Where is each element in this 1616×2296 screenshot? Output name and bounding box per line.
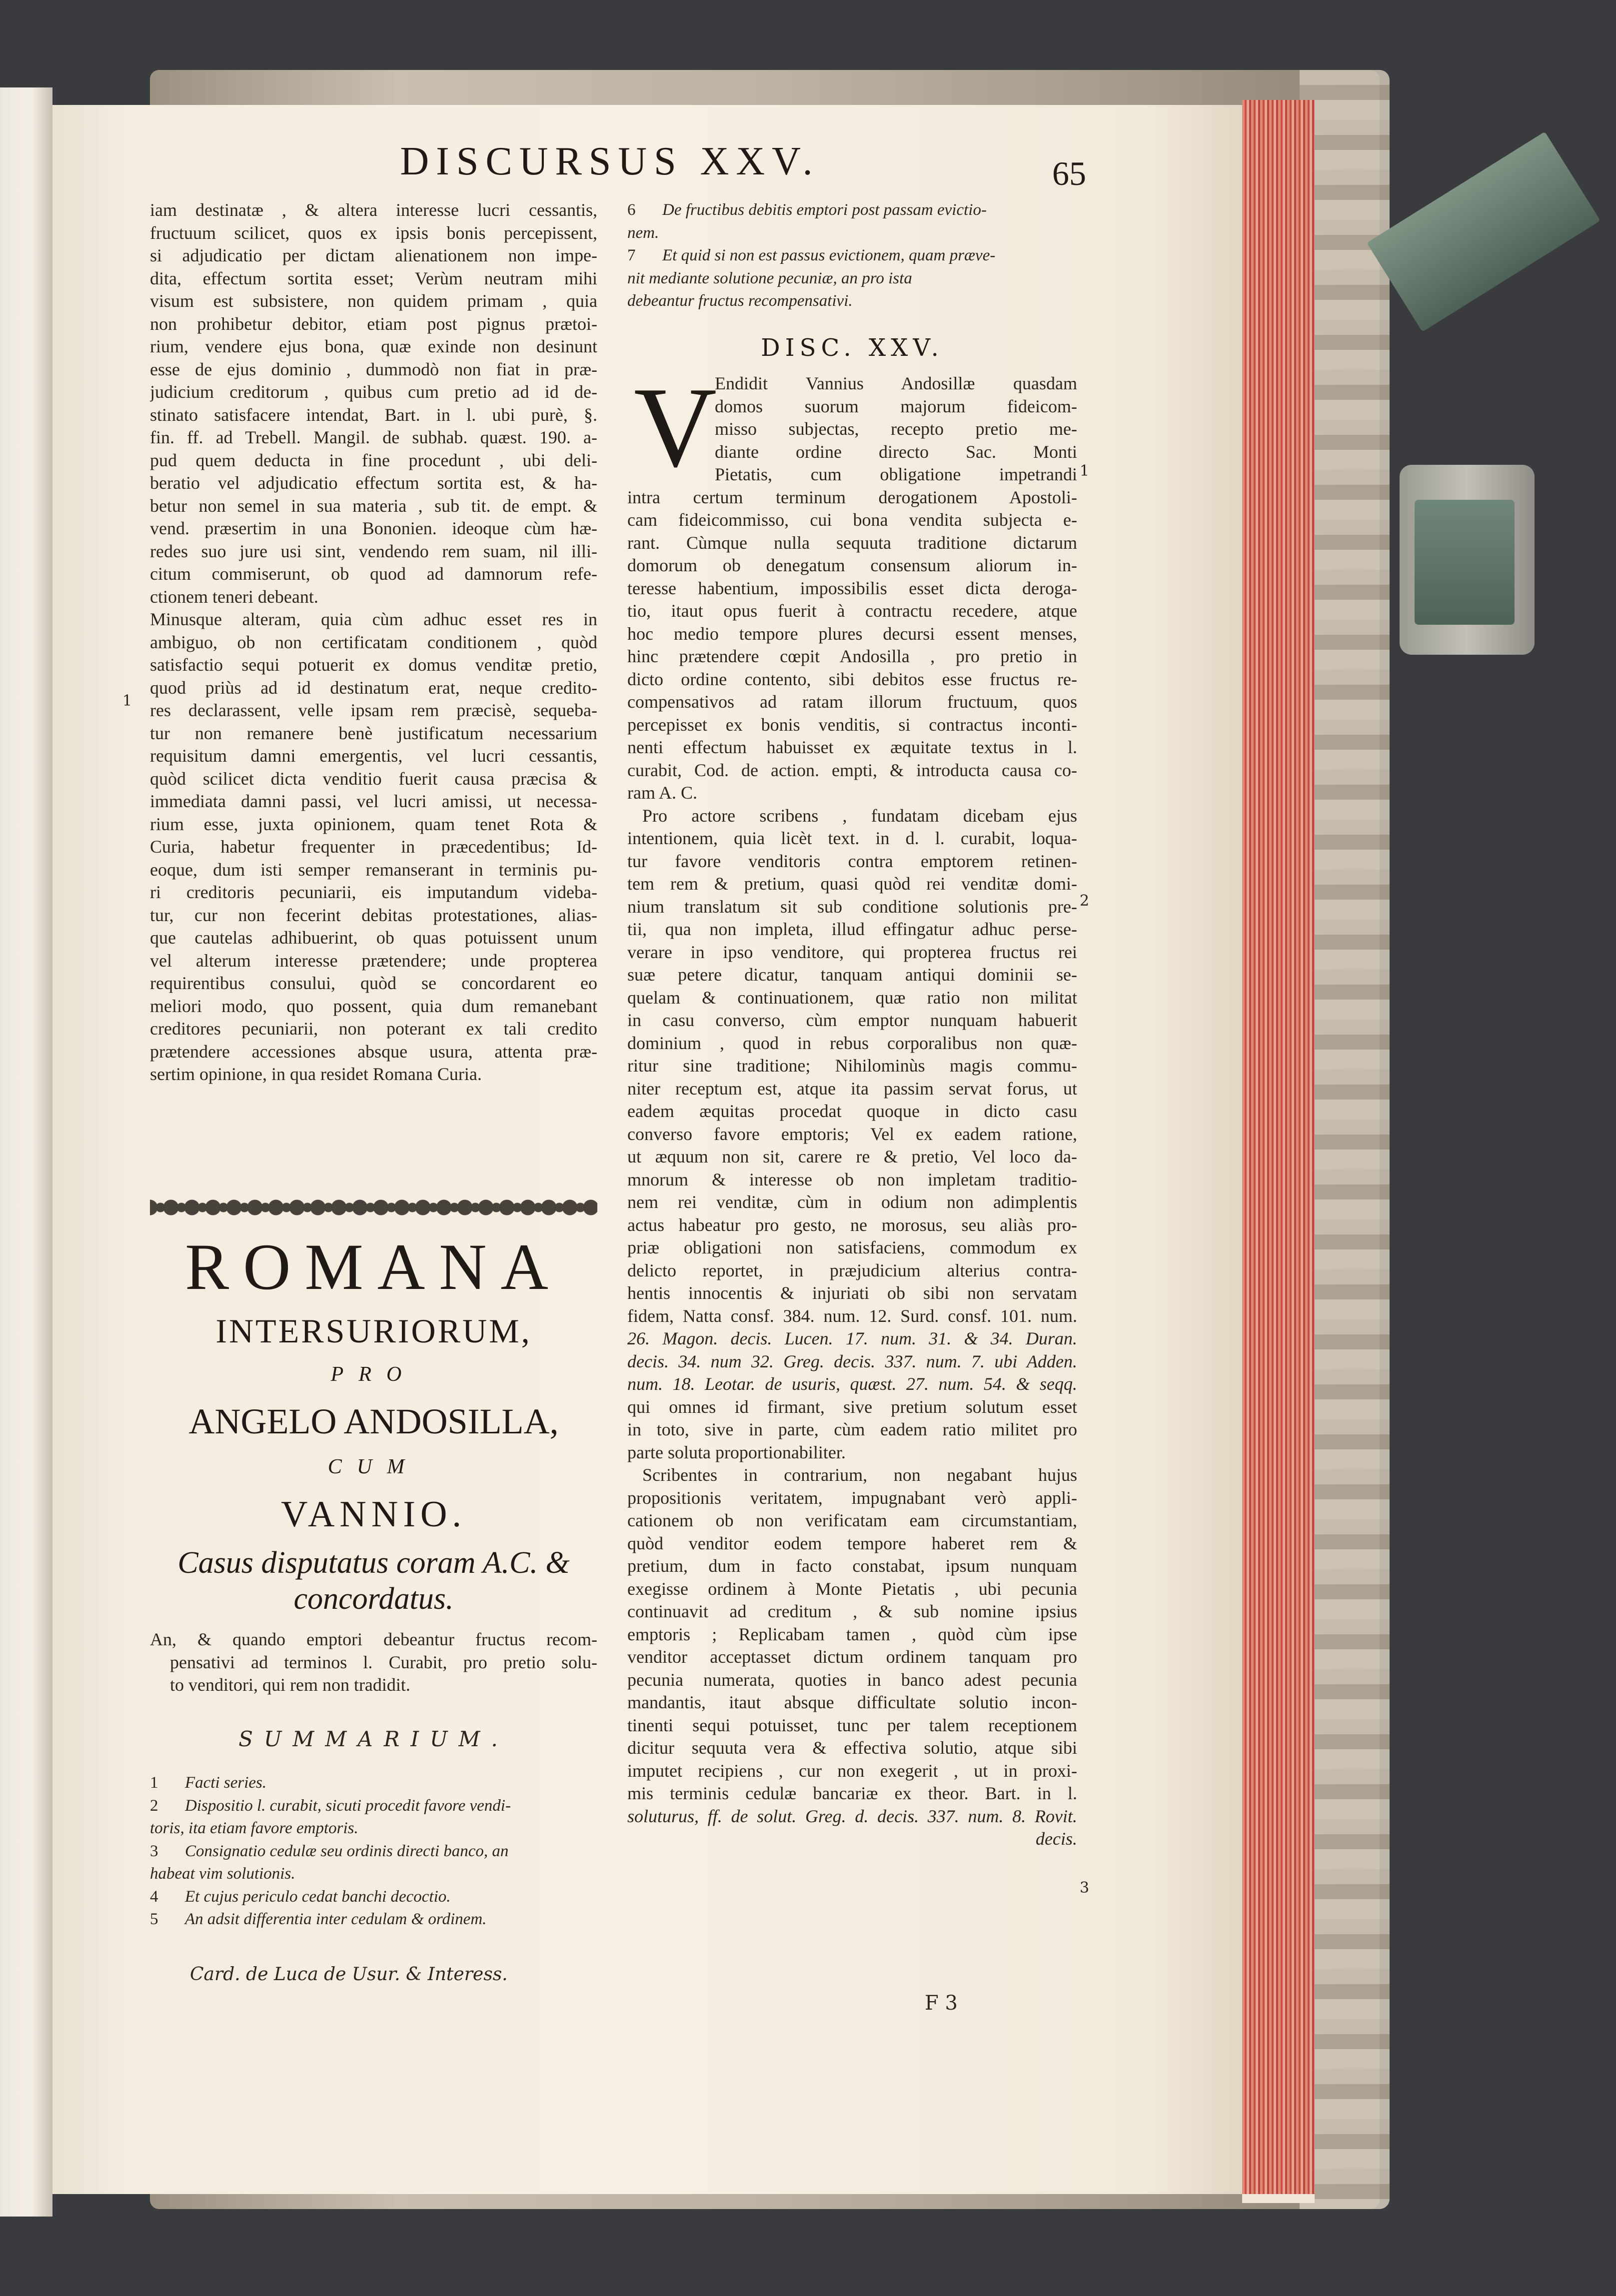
summary-text: Et cujus periculo cedat banchi decoctio. bbox=[185, 1887, 451, 1906]
case-title-intersuriorum: INTERSURIORUM, bbox=[215, 1312, 532, 1350]
text-line: actus habeatur pro gesto, ne morosus, seu aliàs pro- bbox=[627, 1214, 1077, 1235]
text-line: res declarassent, velle ipsam rem præcisè, sequeba- bbox=[150, 700, 597, 720]
text-line: mandantis, itaut absque difficultate solutio incon- bbox=[627, 1692, 1077, 1712]
case-title-angelo: ANGELO ANDOSILLA, bbox=[188, 1401, 559, 1441]
text-line: domos suorum majorum fideicom- bbox=[715, 396, 1077, 416]
text-line: fidem, Natta consf. 384. num. 12. Surd. consf. 101. num. bbox=[627, 1305, 1077, 1326]
summary-item-cont bbox=[627, 222, 1077, 245]
text-line: creditores pecuniarii, non poterant ex tali credito bbox=[150, 1019, 597, 1039]
text-line: dicitur sequuta vera & effectiva solutio, atque sibi bbox=[627, 1738, 1077, 1758]
text-line: num. 18. Leotar. de usuris, quæst. 27. num. 54. & seqq. bbox=[627, 1374, 1077, 1394]
text-line: converso favore emptoris; Vel ex eadem ratione, bbox=[627, 1124, 1077, 1144]
text-line: delicto reportet, in præjudicium alterius contra- bbox=[627, 1260, 1077, 1280]
text-line: non prohibetur debitor, etiam post pignus prætoi- bbox=[150, 313, 597, 334]
text-line: requirentibus consului, quòd se concordarent eo bbox=[150, 973, 597, 993]
text-line: domorum ob denegatum consensum aliorum in- bbox=[627, 555, 1077, 575]
summary-item bbox=[627, 199, 1077, 222]
text-line: pecunia numerata, quoties in banco adest pecunia bbox=[627, 1669, 1077, 1690]
text-line: dominium , quod in rebus corporalibus non quæ- bbox=[627, 1033, 1077, 1053]
summary-text: nit mediante solutione pecuniæ, an pro ista bbox=[627, 269, 912, 287]
clasp-strap bbox=[1367, 131, 1600, 332]
case-title-romana: ROMANA bbox=[185, 1230, 562, 1303]
text-line: teresse habentium, impossibilis esset dicta deroga- bbox=[627, 578, 1077, 598]
text-line: tur, cur non fecerint debitas protestationes, alias- bbox=[150, 905, 597, 925]
text-line: tii, qua non impleta, illud effingatur adhuc perse- bbox=[627, 919, 1077, 939]
text-line: in toto, sive in parte, cùm eadem ratio militet pro bbox=[627, 1419, 1077, 1439]
facing-page-edge bbox=[0, 87, 52, 2217]
text-line: niter receptum est, atque ita passim servat forus, ut bbox=[627, 1078, 1077, 1099]
summary-text: Dispositio l. curabit, sicuti procedit favore vendi- bbox=[185, 1796, 511, 1815]
summary-item bbox=[150, 1886, 597, 1909]
text-line: dita, effectum sortita esset; Verùm neutram mihi bbox=[150, 268, 597, 288]
summary-text: Facti series. bbox=[185, 1774, 267, 1792]
text-line: betur non semel in sua materia , sub tit. de empt. & bbox=[150, 495, 597, 516]
summary-item-cont bbox=[627, 290, 1077, 313]
left-column bbox=[150, 199, 597, 1086]
text-line: rium, vendere ejus bona, quæ exinde non desinunt bbox=[150, 336, 597, 356]
summary-number: 4 bbox=[150, 1887, 158, 1906]
text-line: sertim opinione, in qua residet Romana Curia. bbox=[150, 1064, 482, 1084]
summarium-heading: SUMMARIUM. bbox=[238, 1727, 509, 1751]
text-line: pretium, dum in facto constabat, ipsum nunquam bbox=[627, 1556, 1077, 1576]
text-line: ritur sine traditione; Nihilominùs magis commu- bbox=[627, 1056, 1077, 1076]
margin-number: 1 bbox=[122, 692, 132, 710]
case-title-vannio: VANNIO. bbox=[281, 1494, 466, 1535]
text-line: parte soluta proportionabiliter. bbox=[627, 1442, 846, 1462]
summary-number: 3 bbox=[150, 1842, 158, 1860]
summary-item-cont bbox=[627, 267, 1077, 290]
text-line: vel alterum interesse prætendere; unde propterea bbox=[150, 950, 597, 971]
text-line: imputet recipiens , cur non exegerit , ut in proxi- bbox=[627, 1760, 1077, 1781]
text-line: dicto ordine contento, sibi debitos esse fructus re- bbox=[627, 669, 1077, 689]
text-line: Curia, habetur frequenter in præcedentibus; Id- bbox=[150, 837, 597, 857]
text-line: Scribentes in contrarium, non negabant hujus bbox=[642, 1465, 1077, 1485]
text-line: fructuum scilicet, quos ex ipsis bonis percepissent, bbox=[150, 222, 597, 243]
folio-number: 65 bbox=[1052, 154, 1086, 192]
summary-item bbox=[150, 1795, 597, 1818]
text-line: misso subjectas, recepto pretio me- bbox=[715, 419, 1077, 439]
text-line: fin. ff. ad Trebell. Mangil. de subhab. quæst. 190. a- bbox=[150, 427, 597, 447]
text-line: redes suo jure usi sint, vendendo rem suam, nil illi- bbox=[150, 541, 597, 561]
text-line: ambiguo, ob non certificatam conditionem , quòd bbox=[150, 632, 597, 652]
ornamental-rule bbox=[150, 1197, 597, 1218]
text-line: to venditori, qui rem non tradidit. bbox=[170, 1675, 410, 1695]
case-title-pro: PRO bbox=[330, 1363, 417, 1386]
text-line: quelam & continuationem, quæ ratio non militat bbox=[627, 987, 1077, 1008]
text-line: qui omnes id firmant, sive pretium solutum esset bbox=[627, 1396, 1077, 1417]
text-line: nium translatum sit sub conditione solutionis pre- bbox=[627, 896, 1077, 917]
text-line: beratio vel adjudicatio effectum sortita est, & ha- bbox=[150, 473, 597, 493]
summary-item bbox=[150, 1908, 597, 1931]
case-title-cum: CUM bbox=[327, 1455, 420, 1478]
summary-number: 5 bbox=[150, 1910, 158, 1928]
text-line: 26. Magon. decis. Lucen. 17. num. 31. & 34. Duran. bbox=[627, 1328, 1077, 1348]
text-line: Endidit Vannius Andosillæ quasdam bbox=[715, 373, 1077, 393]
text-line: emptoris ; Replicabam tamen , quòd cùm ipse bbox=[627, 1624, 1077, 1644]
text-line: intra certum terminum derogationem Apostoli- bbox=[627, 487, 1077, 507]
running-title: DISCURSUS XXV. bbox=[400, 139, 820, 183]
text-line: pud quem deducta in fine procedunt , ubi deli- bbox=[150, 450, 597, 470]
summary-text: toris, ita etiam favore emptoris. bbox=[150, 1819, 358, 1837]
text-line: hinc prætendere cœpit Andosilla , pro pretio in bbox=[627, 646, 1077, 666]
summary-text: An adsit differentia inter cedulam & ordinem. bbox=[185, 1910, 487, 1928]
summary-text: nem. bbox=[627, 223, 659, 242]
text-line: meliori modo, quo possent, quia dum remanebant bbox=[150, 996, 597, 1016]
text-line: decis. bbox=[1036, 1829, 1077, 1849]
text-line: Pro actore scribens , fundatam dicebam ejus bbox=[642, 805, 1077, 826]
summary-number: 1 bbox=[150, 1774, 158, 1792]
text-line: in casu converso, cùm emptor nunquam habuerit bbox=[627, 1010, 1077, 1030]
summary-number: 7 bbox=[627, 246, 636, 264]
text-line: prætendere accessiones absque usura, attenta præ- bbox=[150, 1041, 597, 1062]
text-line: tio, itaut opus fuerit à contractu recedere, atque bbox=[627, 601, 1077, 621]
case-subtitle: Casus disputatus coram A.C. & bbox=[177, 1546, 570, 1580]
text-line: mnorum & interesse ob non impletam traditio- bbox=[627, 1169, 1077, 1189]
text-line: hoc medio tempore plures decursi essent menses, bbox=[627, 623, 1077, 644]
summary-item bbox=[150, 1840, 597, 1863]
case-subtitle-cont: concordatus. bbox=[293, 1582, 454, 1616]
text-line: percepisset ex bonis venditis, si contractus inconti- bbox=[627, 714, 1077, 735]
text-line: suæ petere dicatur, tanquam antiqui dominii se- bbox=[627, 965, 1077, 985]
text-line: compensativos ad ratam illorum fructuum, quos bbox=[627, 692, 1077, 712]
summary-text: Consignatio cedulæ seu ordinis directi banco, an bbox=[185, 1842, 509, 1860]
text-line: vend. præsertim in una Bononien. ideoque cùm hæ- bbox=[150, 518, 597, 538]
text-line: exegisse ordinem à Monte Pietatis , ubi pecunia bbox=[627, 1578, 1077, 1599]
text-line: quòd scilicet dicta venditio fuerit causa præcisa & bbox=[150, 768, 597, 789]
text-line: intentionem, quia licèt text. in d. l. curabit, loqua- bbox=[627, 828, 1077, 848]
clasp-plate bbox=[1415, 500, 1515, 625]
footer-catchline: Card. de Luca de Usur. & Interess. bbox=[190, 1964, 508, 1985]
text-line: tem rem & pretium, quasi quòd rei venditæ domi- bbox=[627, 874, 1077, 894]
text-line: venditor acceptasset dictum ordinem tanquam pro bbox=[627, 1647, 1077, 1667]
text-line: curabit, Cod. de action. empti, & introducta causa co- bbox=[627, 760, 1077, 780]
text-line: satisfactio sequi potuerit ex domus venditæ pretio, bbox=[150, 655, 597, 675]
text-line: An, & quando emptori debeantur fructus recom- bbox=[150, 1629, 597, 1649]
summary-item bbox=[150, 1772, 597, 1795]
summary-item-cont bbox=[150, 1863, 597, 1886]
text-line: ri creditoris pecuniarii, eis imputandum videba- bbox=[150, 882, 597, 902]
text-line: rant. Cùmque nulla sequuta traditione dictarum bbox=[627, 532, 1077, 553]
text-line: iam destinatæ , & altera interesse lucri cessantis, bbox=[150, 200, 597, 220]
text-line: requisitum damni emergentis, vel lucri cessantis, bbox=[150, 746, 597, 766]
drop-cap: V bbox=[634, 363, 717, 491]
summary-continuation bbox=[627, 199, 1077, 313]
text-line: rium esse, juxta opinionem, quam tenet Rota & bbox=[150, 814, 597, 834]
summary-item bbox=[627, 244, 1077, 267]
text-line: tinenti sequi potuisset, tunc per talem receptionem bbox=[627, 1715, 1077, 1735]
summary-number: 2 bbox=[150, 1796, 158, 1815]
text-line: si adjudicatio per dictam alienationem non impe- bbox=[150, 245, 597, 265]
text-line: ram A. C. bbox=[627, 783, 697, 803]
text-line: continuavit ad creditum , & sub nomine ipsius bbox=[627, 1601, 1077, 1621]
right-column bbox=[627, 363, 1077, 1851]
summary-text: De fructibus debitis emptori post passam evictio- bbox=[662, 201, 987, 219]
text-line: Pietatis, cum obligatione impetrandi bbox=[715, 464, 1077, 484]
text-line: nem rei venditæ, cùm in odium non adimplentis bbox=[627, 1192, 1077, 1212]
text-line: pensativi ad terminos l. Curabit, pro pretio solu- bbox=[170, 1652, 597, 1672]
text-line: priæ obligationi non satisfaciens, commodum ex bbox=[627, 1237, 1077, 1257]
text-line: immediata damni passi, vel lucri amissi, ut necessa- bbox=[150, 791, 597, 811]
text-line: mis terminis cedulæ bancariæ ex theor. Bart. in l. bbox=[627, 1783, 1077, 1803]
text-line: diante ordine directo Sac. Monti bbox=[715, 441, 1077, 462]
page-bottom-edge bbox=[1242, 2194, 1315, 2203]
text-line: quòd venditor eodem tempore haberet rem & bbox=[627, 1533, 1077, 1553]
text-line: judicium creditorum , quibus cum pretio ad id de- bbox=[150, 382, 597, 402]
text-line: stinato satisfacere intendat, Bart. in l. ubi purè, §. bbox=[150, 404, 597, 425]
summary-text: Et quid si non est passus evictionem, quam præve- bbox=[662, 246, 996, 264]
text-line: propositionis veritatem, impugnabant verò appli- bbox=[627, 1487, 1077, 1508]
text-line: esse de ejus dominio , dummodò non fiat in præ- bbox=[150, 359, 597, 379]
text-line: cationem ob non verificatam eam circumstantiam, bbox=[627, 1510, 1077, 1530]
text-line: cam fideicommisso, cui bona vendita subjecta e- bbox=[627, 510, 1077, 530]
margin-number: 1 bbox=[1080, 462, 1090, 480]
text-line: ut æquum non sit, carere re & pretio, Vel loco da- bbox=[627, 1147, 1077, 1166]
discourse-heading: DISC. XXV. bbox=[761, 334, 944, 362]
text-line: visum est subsistere, non quidem primam , quia bbox=[150, 291, 597, 311]
text-line: ctionem teneri debeant. bbox=[150, 586, 318, 607]
text-line: eoque, dum isti semper remanserant in terminis pu- bbox=[150, 859, 597, 880]
text-line: que cautelas adhibuerint, ob quas potuissent unum bbox=[150, 928, 597, 948]
signature-mark: F 3 bbox=[925, 1992, 958, 2015]
summary-number: 6 bbox=[627, 201, 636, 219]
text-line: eadem æquitas procedat quoque in dicto casu bbox=[627, 1101, 1077, 1121]
margin-number: 2 bbox=[1080, 892, 1090, 910]
text-line: quod priùs ad id destinatum erat, neque credito- bbox=[150, 677, 597, 698]
text-line: soluturus, ff. de solut. Greg. d. decis. 337. num. 8. Rovit. bbox=[627, 1806, 1077, 1826]
text-line: decis. 34. num 32. Greg. decis. 337. num. 7. ubi Adden. bbox=[627, 1351, 1077, 1371]
text-line: hentis innocentis & injuriati ob sibi non servatam bbox=[627, 1283, 1077, 1303]
margin-number: 3 bbox=[1080, 1879, 1090, 1897]
text-line: citum commiserunt, ob quod ad damnorum refe- bbox=[150, 564, 597, 584]
red-fore-edge bbox=[1242, 100, 1315, 2199]
case-question bbox=[150, 1628, 597, 1697]
text-line: verare in ipso venditore, qui propterea fructus rei bbox=[627, 942, 1077, 962]
summarium-list bbox=[150, 1772, 597, 1931]
text-line: tur non remanere benè justificatum necessarium bbox=[150, 723, 597, 743]
summary-item-cont bbox=[150, 1817, 597, 1840]
summary-text: habeat vim solutionis. bbox=[150, 1865, 295, 1883]
text-line: Minusque alteram, quia cùm adhuc esset res in bbox=[150, 609, 597, 629]
summary-text: debeantur fructus recompensativi. bbox=[627, 292, 853, 310]
text-line: tur favore venditoris contra emptorem retinen- bbox=[627, 851, 1077, 871]
text-line: nenti effectum habuisset ex æquitate textus in l. bbox=[627, 737, 1077, 757]
